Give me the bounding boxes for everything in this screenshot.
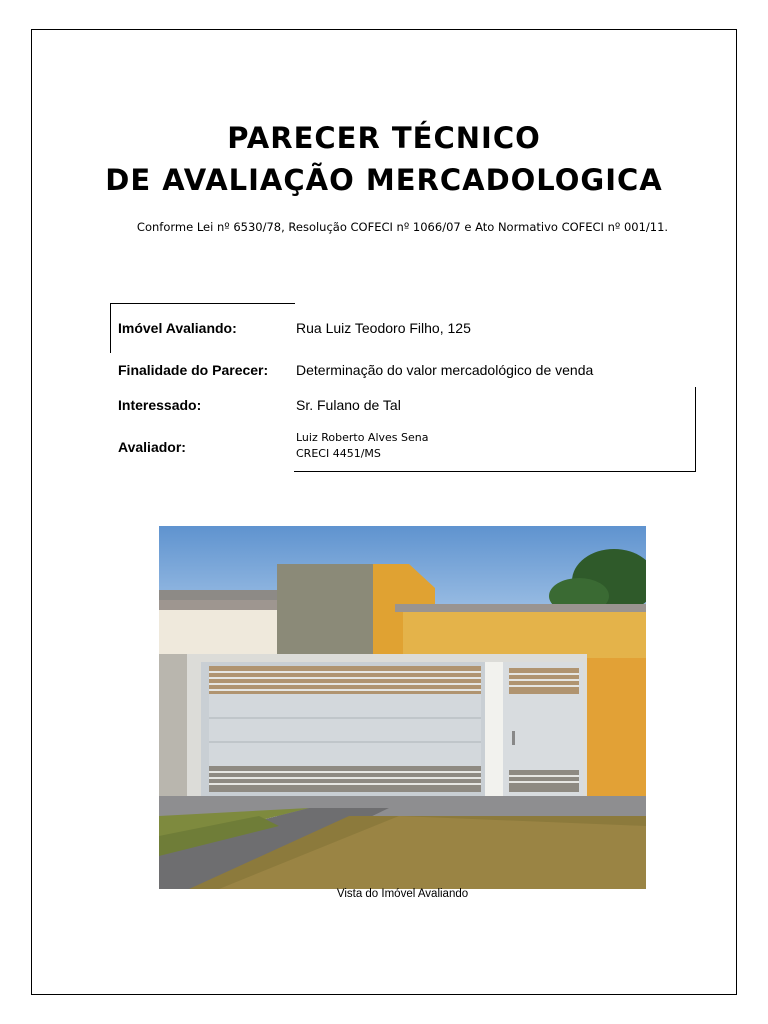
property-photo: [159, 526, 646, 889]
imovel-value: Rua Luiz Teodoro Filho, 125: [296, 320, 471, 336]
avaliador-label: Avaliador:: [118, 439, 186, 455]
document-title-line1: PARECER TÉCNICO: [227, 121, 541, 155]
avaliador-creci: CRECI 4451/MS: [296, 447, 381, 460]
table-right-line: [695, 387, 696, 472]
finalidade-label: Finalidade do Parecer:: [118, 362, 269, 378]
avaliador-name: Luiz Roberto Alves Sena: [296, 431, 429, 444]
interessado-label: Interessado:: [118, 397, 202, 413]
photo-caption: Vista do Imóvel Avaliando: [336, 888, 469, 900]
interessado-value: Sr. Fulano de Tal: [296, 397, 401, 413]
document-title-line2: DE AVALIAÇÃO MERCADOLOGICA: [105, 163, 663, 197]
table-top-line: [110, 303, 295, 304]
table-left-line: [110, 303, 111, 353]
imovel-label: Imóvel Avaliando:: [118, 320, 237, 336]
legal-basis: Conforme Lei nº 6530/78, Resolução COFECI nº 1066/07 e Ato Normativo COFECI nº 001/11.: [136, 220, 669, 234]
finalidade-value: Determinação do valor mercadológico de venda: [296, 362, 594, 378]
table-bottom-line: [294, 471, 696, 472]
